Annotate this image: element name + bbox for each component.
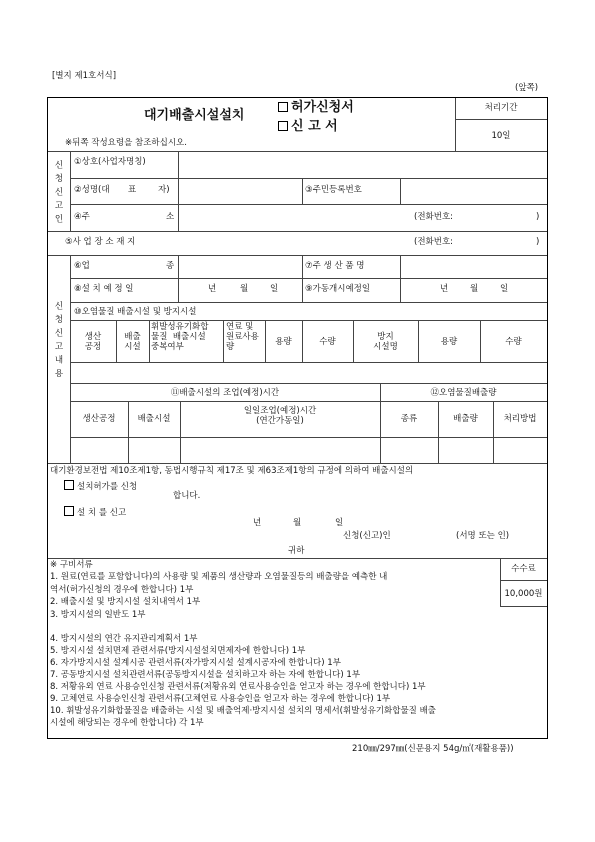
declaration-date-year[interactable]: 년 [253, 518, 262, 528]
fee-label: 수수료 [511, 564, 536, 574]
declaration-mid-text: 합니다. [173, 491, 201, 501]
option-permit-label: 허가신청서 [291, 100, 354, 115]
declaration-option-permit[interactable] [64, 480, 137, 493]
application-form [47, 97, 548, 739]
field-operation-date-label: ⑨가동개시예정일 [305, 284, 371, 294]
required-document-item: 10. 휘발성유기화합물질을 배출하는 시설 및 배출억제·방지시설 설치의 명세서(휘발성유기화합물질 배출 [50, 706, 437, 716]
field-industry-label-2: 종 [166, 261, 175, 271]
col-quantity-2: 수량 [505, 337, 522, 347]
required-document-item: 7. 공동방지시설 설치관련서류(공동방지시설을 설치하고자 하는 자에 한합니다) 1부 [50, 670, 361, 680]
address-phone-close: ) [536, 212, 540, 222]
col-daily-operating-hours: 일일조업(예정)시간 (연간가동일) [243, 406, 317, 426]
declaration-date-day[interactable]: 일 [335, 518, 344, 528]
option-report[interactable] [278, 120, 338, 135]
instruction-note: ※뒤쪽 작성요령을 참조하십시오. [65, 138, 187, 148]
field-site-location-input[interactable] [180, 233, 410, 253]
required-document-item: 시설에 해당되는 경우에 한합니다) 각 1부 [50, 718, 204, 728]
col-capacity-2: 용량 [440, 337, 458, 347]
field-install-date-label: ⑧설 치 예 정 일 [74, 284, 134, 294]
operating-hours-data-row[interactable] [72, 439, 545, 461]
required-documents-heading: ※ 구비서류 [50, 560, 93, 570]
field-address-label-1: ④주 [74, 212, 90, 222]
fee-value: 10,000원 [504, 589, 543, 599]
declaration-signer-label: 신청(신고)인 [343, 531, 391, 541]
declaration-date-month[interactable]: 월 [293, 518, 302, 528]
col-quantity-1: 수량 [319, 337, 336, 347]
report-checkbox[interactable] [278, 121, 288, 131]
option-report-label: 신 고 서 [291, 119, 338, 134]
field-industry-label-1: ⑥업 [74, 261, 90, 271]
required-document-item: 1. 원료(연료를 포함합니다)의 사용량 및 제품의 생산량과 오염물질등의 배출량을 예측한 내 [50, 572, 388, 582]
field-address-label-2: 소 [166, 212, 175, 222]
pollutant-emission-heading: ⑫오염물질배출량 [430, 388, 497, 398]
declaration-report-checkbox[interactable] [64, 506, 74, 516]
operation-date-year[interactable]: 년 [440, 284, 449, 294]
field-representative-label-2: 표 [128, 185, 137, 195]
permit-checkbox[interactable] [278, 102, 288, 112]
field-address-input[interactable] [180, 206, 410, 229]
col-production-process: 생산 공정 [84, 332, 102, 352]
declaration-permit-checkbox[interactable] [64, 480, 74, 490]
page-side-label: (앞쪽) [515, 83, 539, 93]
emission-facility-heading: ⑩오염물질 배출시설 및 방지시설 [74, 307, 197, 317]
declaration-law-text: 대기환경보전법 제10조제1항, 동법시행규칙 제17조 및 제63조제1항의 규정에 의하여 배출시설의 [50, 466, 414, 476]
required-document-item: 2. 배출시설 및 방지시설 설치내역서 1부 [50, 597, 201, 607]
field-representative-label-3: 자) [158, 185, 170, 195]
field-business-name-label: ①상호(사업자명칭) [74, 157, 146, 167]
col-treatment-method: 처리방법 [503, 414, 537, 424]
field-representative-input[interactable] [180, 180, 300, 202]
field-main-product-label: ⑦주 생 산 품 명 [305, 261, 365, 271]
field-business-name-input[interactable] [180, 153, 544, 175]
option-permit-application[interactable] [278, 101, 354, 116]
declaration-recipient: 귀하 [288, 546, 305, 556]
paper-spec: 210㎜/297㎜(신문용지 54g/㎡(재활용품)) [352, 744, 514, 754]
col-pollutant-type: 종류 [400, 414, 418, 424]
required-document-item: 역서(허가신청의 경우에 한합니다) 1부 [50, 584, 194, 595]
field-resident-number-label: ③주민등록번호 [305, 185, 362, 195]
operation-date-month[interactable]: 월 [470, 284, 479, 294]
required-document-item: 9. 고체연료 사용승인신청 관련서류(고체연료 사용승인을 얻고자 하는 경우에 한합니다) 1부 [50, 694, 391, 704]
form-number: [별지 제1호서식] [52, 71, 117, 81]
install-date-month[interactable]: 월 [240, 284, 249, 294]
required-document-item: 6. 자가방지시설 설계시공 관련서류(자가방지시설 설계시공자에 한합니다) 1부 [50, 658, 341, 668]
declaration-permit-label: 설치허가를 신청 [77, 482, 138, 492]
col-production-process-2: 생산공정 [82, 414, 116, 424]
processing-period-label: 처리기간 [484, 103, 518, 113]
declaration-report-label: 설 치 를 신고 [77, 508, 127, 518]
required-document-item: 5. 방지시설 설치면제 관련서류(방지시설설치면제자에 한합니다) 1부 [50, 646, 306, 656]
col-prevention-facility: 방지 시설명 [373, 332, 398, 352]
col-emission-facility-2: 배출시설 [137, 414, 171, 424]
operation-date-day[interactable]: 일 [500, 284, 509, 294]
field-resident-number-input[interactable] [402, 180, 544, 202]
col-capacity-1: 용량 [275, 337, 292, 347]
col-emission-facility: 배출 시설 [124, 332, 141, 352]
required-document-item: 8. 저황유외 연료 사용승인신청 관련서류(저황유외 연료사용승인을 얻고자 하는 경우에 한합니다) 1부 [50, 682, 426, 692]
declaration-signature-field[interactable]: (서명 또는 인) [456, 531, 510, 541]
declaration-option-report[interactable] [64, 506, 126, 519]
site-phone-close: ) [536, 237, 540, 247]
field-main-product-input[interactable] [402, 257, 544, 276]
col-emission-amount: 배출량 [453, 414, 478, 424]
install-date-day[interactable]: 일 [270, 284, 279, 294]
address-phone-label: (전화번호: [414, 212, 454, 222]
applicant-section-label: 신청신고인 [53, 160, 63, 228]
content-section-label: 신청신고내용 [53, 301, 63, 382]
field-industry-input[interactable] [180, 257, 300, 276]
install-date-year[interactable]: 년 [208, 284, 217, 294]
col-fuel-usage: 연료 및 원료사용 량 [226, 322, 259, 352]
operating-hours-heading: ⑪배출시설의 조업(예정)시간 [170, 388, 280, 398]
required-document-item: 4. 방지시설의 연간 유지관리계획서 1부 [50, 634, 198, 644]
field-site-location-label: ⑤사 업 장 소 재 지 [65, 237, 136, 247]
emission-facility-data-row[interactable] [72, 364, 545, 381]
required-document-item: 3. 방지시설의 일반도 1부 [50, 609, 146, 620]
processing-period-value: 10일 [491, 131, 511, 141]
form-title: 대기배출시설설치 [144, 108, 245, 123]
field-representative-label-1: ②성명(대 [74, 185, 110, 195]
site-phone-label: (전화번호: [414, 237, 454, 247]
col-voc-duplicate: 휘발성유기화합 물질 배출시설 중복여부 [151, 322, 209, 352]
